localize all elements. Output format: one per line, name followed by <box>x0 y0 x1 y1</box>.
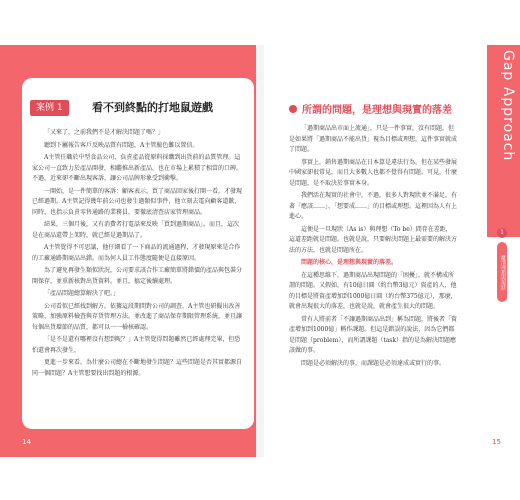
right-body-text <box>289 124 457 371</box>
left-paragraph: 「產品問題總算解決了吧。」 <box>44 290 120 297</box>
page-number-right: 15 <box>492 438 501 446</box>
right-paragraph: 這便是一旦現狀（As is）與理想（To be）間存在差距，這道差距就是問題。也就是說，只要解決問題上最需要的解決方法的方法，也就是問題所在。 <box>289 225 458 254</box>
highlight-paragraph: 問題的核心，是理想與現實的落差。 <box>301 259 398 266</box>
left-paragraph: 聽到下屬報告客戶反映品質有問題，A主管臉色難以置信。 <box>44 141 199 149</box>
left-paragraph: 「是不是還有哪裡沒有想到呢？」A主管覺得問題雖然已經處理完畢，但恐怕還會再次發生， <box>32 336 241 354</box>
left-paragraph: A主管覺得不可思議，他仔細看了一下商品的流通過程，才發現原來是合作的工廠通路期商品出錯。而為何人員工作態度隨便是直接原因。 <box>32 244 241 262</box>
left-paragraph: 為了避免再發生類似狀況，公司要求該合作工廠簡單將錯價的產品與包裝分開保存，並重新核對出貨資料。並且，搞定後續處理。 <box>32 267 243 285</box>
case-tag: 案例 1 <box>30 100 69 116</box>
page-number-left: 14 <box>22 438 31 446</box>
case-title: 看不到終點的打地鼠遊戲 <box>92 101 213 114</box>
left-paragraph: 更進一步來看，為什麼公司總在不斷地發生問題？這些問題是否其實都源自同一個問題？A主管想要找出問題的根源。 <box>32 359 243 377</box>
side-title: Gap Approach <box>500 50 516 162</box>
left-paragraph: 「又來了，之前我們不是才解決問題了嗎？」 <box>44 129 165 136</box>
case-card <box>22 78 254 429</box>
left-paragraph: A主管任職於中型食品公司，負責產品從原料採購到出貨前的品質管理。這家公司一直致力於產品開發，相繼推出新產品，也在市場上累積了相當的口碑。不過，近來卻不斷出現客訴，讓公司品牌形象受到衝擊。 <box>32 154 243 182</box>
book-gutter <box>256 45 264 457</box>
left-paragraph: 結果，三個月後，又有消費者打電話來反映「買到過期商品」。而且，這次是在商品還帶上架時，就已經是過期品了。 <box>32 221 240 239</box>
left-paragraph: 公司看似已經找到解方，依據這段期間對公司的調查，A主管也研擬出改善策略、加強原料檢查與存貨管理方法。並改進了商品保存期限管理系統，並且讓每個出貨環節的品質，都可以一一檢核確認。 <box>32 302 243 331</box>
right-paragraph: 常有人將前者「不讓過期商品出到」稱為問題，將後者「資產增加到1000億」稱作課題。但這是錯誤的說法，因為它們都是問題（problem），而所謂課題（task）指的是為解決問題應該做的事。 <box>289 315 458 354</box>
right-paragraph: 在這種思維下，過期商品出現問題的「困擾」，就不構成所謂的問題。又假如，有10億日圓（約台幣3億元）資產的人，他的目標是將資產增加到1000億日圓（約台幣375億元），那麼，就會出現很大的落差，也就是說，就會產生很大的問題。 <box>289 271 457 310</box>
left-body-text <box>32 128 244 381</box>
left-paragraph: 一開始，是一件簡單的客訴：顧客表示，買了商品回家後打開一看，才發現已經過期。A主管記得幾年前公司也發生過類似事件，他立刻去電向顧客道歉，同時，也指示負責零售通路的業務員，要徹底清查店家管理商品。 <box>32 187 243 216</box>
right-paragraph: 我們活在現實的社會中，不過，很多人對現狀並不滿足，有著「應該……」、「想要成……」的目標或理想。這裡因為人有上進心。 <box>289 192 458 220</box>
section-bullet-icon <box>289 105 297 113</box>
section-title: 所謂的問題，是理想與現實的落差 <box>302 105 452 116</box>
right-paragraph: 「過期商品出市面上流通」，只是一件事實，沒有問題。但是如果將「過期商品不能出貨」視為目標或理想，這件事實就成了問題。 <box>289 125 458 153</box>
chapter-number-badge: 1 <box>497 228 507 238</box>
right-paragraph: 事實上，銷售過期商品在日本算是違法行為。但在某些發展中國家卻很常見，而且大多數人也都不覺得有問題。可見，什麼是問題，是不取決於事實本身。 <box>289 158 458 187</box>
right-paragraph: 問題是必須解決的事，而課題是必須達成或實行的事。 <box>301 359 446 367</box>
chapter-chip: 釐清理想與現狀 <box>497 242 507 302</box>
